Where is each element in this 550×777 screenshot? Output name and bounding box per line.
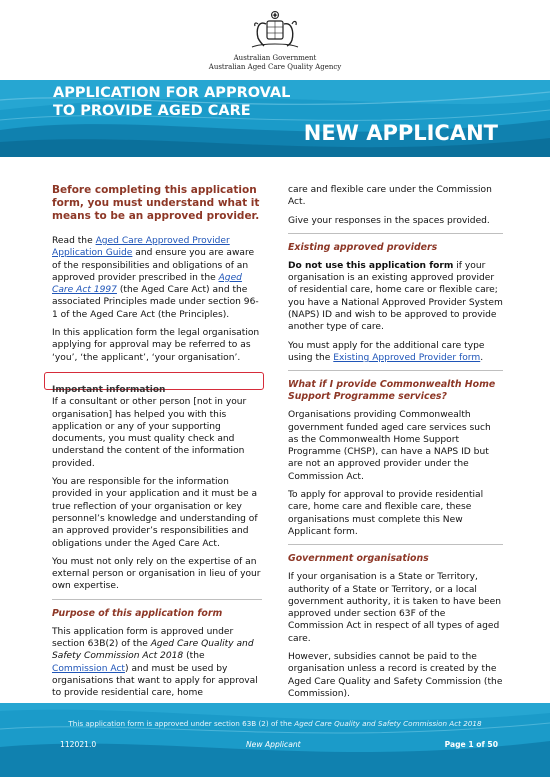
lead-warning: Before completing this application form, you must understand what it means to be an approved provider. <box>52 184 260 222</box>
paragraph-consultant: If a consultant or other person [not in your organisation] has helped you with this application or any of your supporting documents, you must quality check and understand the content of the information provided. <box>52 397 247 469</box>
divider <box>288 370 503 371</box>
text: ) and must be used by organisations that want to apply for approval to provide residential care, home <box>52 663 258 699</box>
paragraph-responsibility: You are responsible for the information provided in your application and it must be a true reflection of your organisation or key personnel’s knowledge and understanding of an approved provider’s responsibilities and obligations under the Aged Care Act. <box>52 477 258 549</box>
paragraph-expertise: You must not only rely on the expertise of an external person or organisation in lieu of your own expertise. <box>52 556 261 592</box>
text: This application form is approved under section 63B(2) of the <box>52 626 234 650</box>
paragraph-read-guide <box>52 235 262 321</box>
text: Do not use this application form <box>288 260 454 271</box>
footer-form-code: 112021.0 <box>60 740 97 749</box>
paragraph-apply-approval: To apply for approval to provide residential care, home care and flexible care, these organisations must complete this New Applicant form. <box>288 490 484 537</box>
paragraph-chsp: Organisations providing Commonwealth government funded aged care services such as the Commonwealth Home Support Programme (CHSP), can have a NAPS ID but are not an approved provider under the Commission Act. <box>288 410 491 482</box>
existing-provider-form-link[interactable]: Existing Approved Provider form <box>333 352 481 363</box>
text: (the Aged Care Act) and the associated Principles made under section 96-1 of the Aged Care Act (the Principles). <box>52 285 259 320</box>
paragraph-definitions: In this application form the legal organisation applying for approval may be referred to as ‘you’, ‘the applicant’, ‘your organisation’. <box>52 328 260 363</box>
form-title-line-2: TO PROVIDE AGED CARE <box>53 103 251 119</box>
text: This application form is approved under section 63B (2) of the <box>68 719 295 728</box>
divider <box>288 233 503 234</box>
footer-approval-note <box>0 719 550 728</box>
text: if your organisation is an existing approved provider of residential care, home care or flexible care; you have a National Approved Provider System (NAPS) ID and wish to be approved to provide another type of care. <box>288 260 503 333</box>
paragraph-care-types: care and flexible care under the Commission Act. <box>288 185 492 208</box>
paragraph-subsidies: However, subsidies cannot be paid to the organisation unless a record is created by the Aged Care Quality and Safety Commission (the Commission). <box>288 652 503 699</box>
footer-doc-title: New Applicant <box>246 740 301 749</box>
form-title <box>53 84 290 120</box>
important-info-label: Important information <box>52 384 166 395</box>
paragraph-do-not-use <box>288 260 503 334</box>
text: Aged Care Quality and Safety Commission Act 2018 <box>294 719 482 728</box>
form-title-line-1: APPLICATION FOR APPROVAL <box>53 85 291 101</box>
text: . <box>480 352 484 363</box>
paragraph-government: If your organisation is a State or Territory, authority of a State or Territory, or a local government authority, it is taken to have been approved under section 63F of the Commission Act in respect of all types of aged care. <box>288 572 501 644</box>
government-header <box>0 0 550 80</box>
gov-line-1: Australian Government <box>233 54 317 62</box>
form-subtitle: NEW APPLICANT <box>303 121 498 145</box>
divider <box>288 544 503 545</box>
text: (the <box>183 651 205 662</box>
paragraph-responses: Give your responses in the spaces provided. <box>288 215 490 226</box>
divider <box>52 599 262 600</box>
existing-providers-heading: Existing approved providers <box>288 241 438 253</box>
commission-act-link[interactable]: Commission Act <box>52 663 126 674</box>
footer-page-number: Page 1 of 50 <box>444 740 498 749</box>
text: and ensure you are aware of the responsibilities and obligations of an approved provider prescribed in the <box>52 248 255 283</box>
guide-link[interactable]: Aged Care Approved Provider Application Guide <box>52 236 230 259</box>
chsp-heading: What if I provide Commonwealth Home Support Programme services? <box>288 379 496 403</box>
paragraph-additional-care <box>288 340 503 365</box>
text: Read the <box>52 236 96 246</box>
text: You must apply for the additional care type using the <box>288 340 485 363</box>
coat-of-arms-icon <box>244 10 306 50</box>
government-orgs-heading: Government organisations <box>288 553 429 565</box>
left-column <box>52 184 262 706</box>
purpose-heading: Purpose of this application form <box>52 607 223 619</box>
gov-line-2: Australian Aged Care Quality Agency <box>208 63 342 71</box>
paragraph-purpose <box>52 626 262 700</box>
right-column <box>288 184 503 706</box>
aged-care-act-link[interactable]: Aged Care Act 1997 <box>52 272 242 296</box>
text: Aged Care Quality and Safety Commission Act 2018 <box>52 639 254 662</box>
